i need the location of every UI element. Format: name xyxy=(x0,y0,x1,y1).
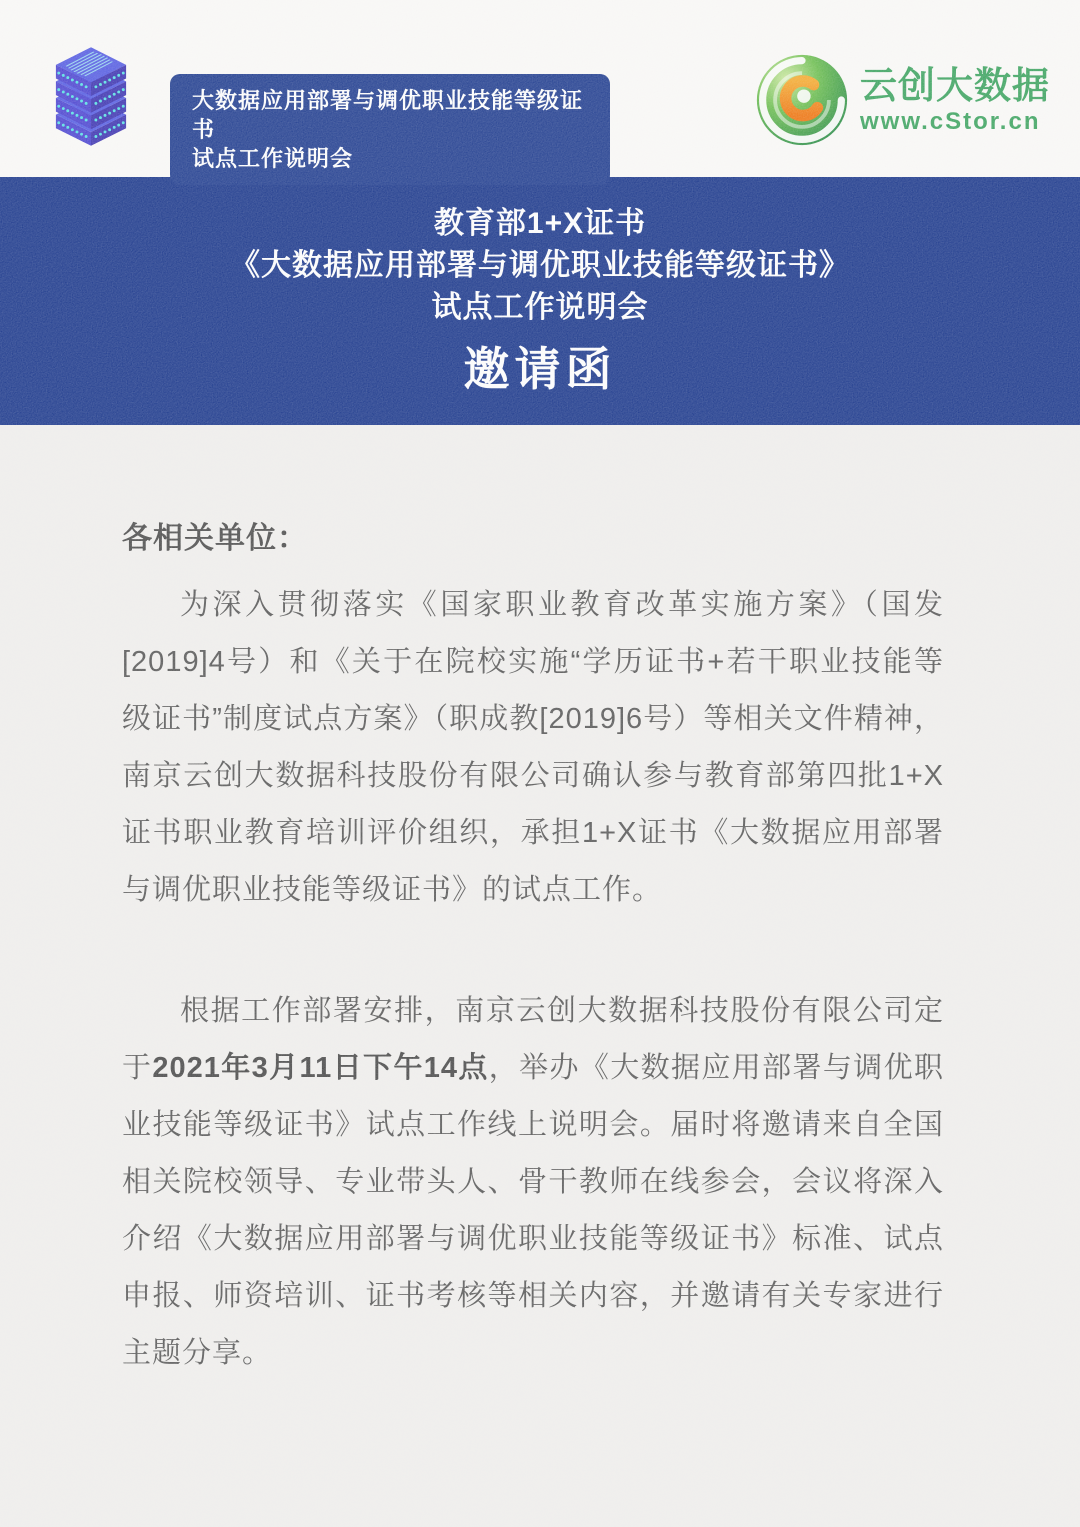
logo-url: www.cStor.cn xyxy=(860,108,1041,135)
logo-text xyxy=(860,64,1050,136)
paragraph-2 xyxy=(122,983,944,1382)
logo-name: 云创大数据 xyxy=(860,65,1050,106)
header xyxy=(0,0,1080,177)
server-stack-icon xyxy=(52,42,130,154)
invitation-title: 邀请函 xyxy=(463,343,617,395)
header-badge xyxy=(170,74,610,185)
cstor-swirl-icon xyxy=(754,52,850,148)
paragraph-2-rest: ，举办《大数据应用部署与调优职业技能等级证书》试点工作线上说明会。届时将邀请来自全国相关院校领导、专业带头人、骨干教师在线参会，会议将深入介绍《大数据应用部署与调优职业技能等级证书》标准、试点申报、师资培训、证书考核等相关内容，并邀请有关专家进行主题分享。 xyxy=(122,1052,944,1369)
banner-line2: 《大数据应用部署与调优职业技能等级证书》 xyxy=(230,249,850,282)
cstor-logo xyxy=(754,52,1050,148)
title-banner xyxy=(0,177,1080,425)
paragraph-2-lead: 根据工作部署安排，南京云创大数据科技股份有限公司定于 xyxy=(122,995,944,1084)
paragraph-1: 为深入贯彻落实《国家职业教育改革实施方案》（国发[2019]4号）和《关于在院校实施“学历证书+若干职业技能等级证书”制度试点方案》（职成教[2019]6号）等相关文件精神，南京云创大数据科技股份有限公司确认参与教育部第四批1+X证书职业教育培训评价组织，承担1+X证书《大数据应用部署与调优职业技能等级证书》的试点工作。 xyxy=(122,589,944,906)
banner-line3: 试点工作说明会 xyxy=(431,291,649,324)
banner-line1: 教育部1+X证书 xyxy=(433,207,647,240)
salutation: 各相关单位： xyxy=(122,522,308,555)
meeting-datetime: 2021年3月11日下午14点 xyxy=(152,1052,489,1084)
badge-line2: 试点工作说明会 xyxy=(192,146,354,171)
letter-body xyxy=(0,425,1080,1382)
badge-line1: 大数据应用部署与调优职业技能等级证书 xyxy=(192,88,584,142)
